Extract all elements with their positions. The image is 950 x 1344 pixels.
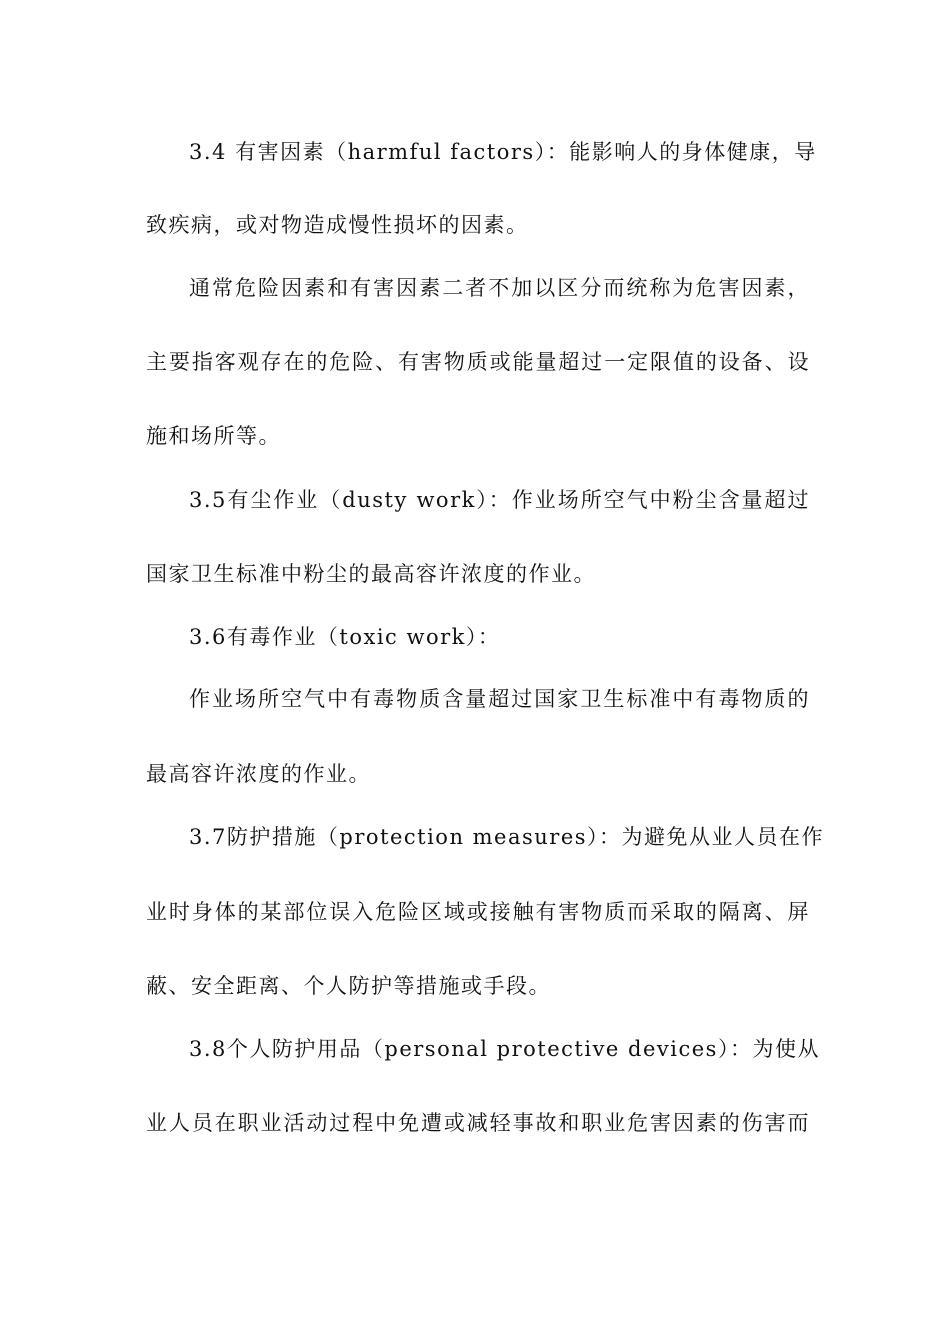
text-line: 3.7防护措施（protection measures）：为避免从业人员在作 (189, 825, 825, 849)
text-line: 国家卫生标准中粉尘的最高容许浓度的作业。 (146, 562, 596, 586)
text-line: 蔽、安全距离、个人防护等措施或手段。 (146, 974, 551, 998)
text-line: 施和场所等。 (146, 424, 281, 448)
text-line: 主要指客观存在的危险、有害物质或能量超过一定限值的设备、设 (146, 350, 810, 374)
text-line: 业时身体的某部位误入危险区域或接触有害物质而采取的隔离、屏 (146, 900, 810, 924)
text-line: 3.8个人防护用品（personal protective devices）：为使从 (189, 1037, 820, 1061)
text-line: 3.4 有害因素（harmful factors）：能影响人的身体健康，导 (189, 140, 817, 164)
text-line: 3.6有毒作业（toxic work）： (189, 625, 501, 649)
text-line: 致疾病，或对物造成慢性损坏的因素。 (146, 213, 529, 237)
text-line: 3.5有尘作业（dusty work）：作业场所空气中粉尘含量超过 (189, 488, 810, 512)
text-line: 作业场所空气中有毒物质含量超过国家卫生标准中有毒物质的 (189, 687, 810, 711)
text-line: 业人员在职业活动过程中免遭或减轻事故和职业危害因素的伤害而 (146, 1111, 810, 1135)
text-line: 通常危险因素和有害因素二者不加以区分而统称为危害因素， (189, 276, 810, 300)
text-line: 最高容许浓度的作业。 (146, 762, 371, 786)
